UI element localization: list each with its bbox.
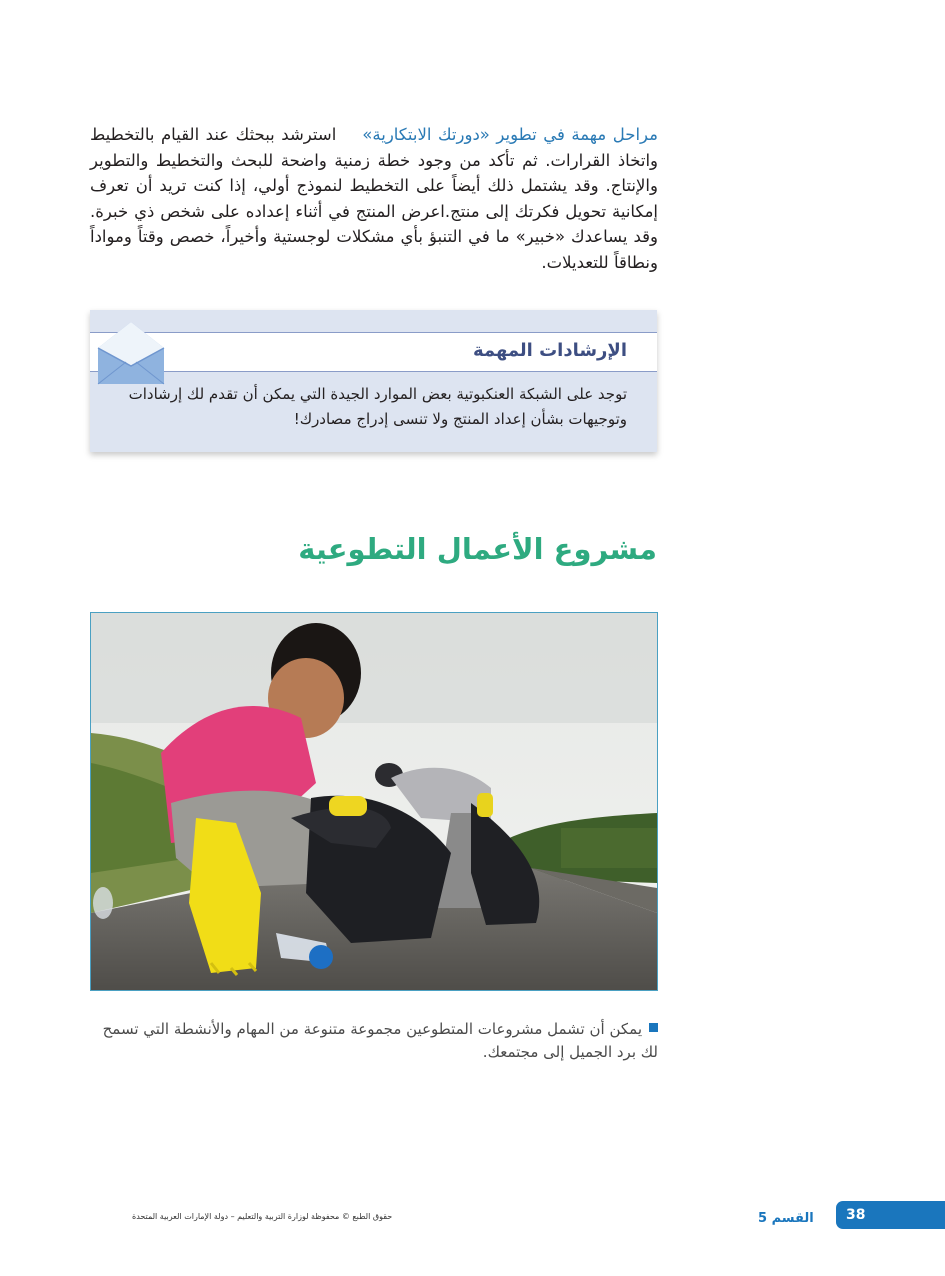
section-title: مشروع الأعمال التطوعية <box>298 532 657 566</box>
volunteers-cleaning-photo <box>90 612 658 991</box>
envelope-icon <box>96 320 166 386</box>
tip-body: توجد على الشبكة العنكبوتية بعض الموارد الجيدة التي يمكن أن تقدم لك إرشادات وتوجيهات بشأن إعداد المنتج ولا تنسى إدراج مصادرك! <box>128 385 627 428</box>
intro-highlight: مراحل مهمة في تطوير «دورتك الابتكارية» <box>362 125 658 144</box>
page-number: 38 <box>846 1207 866 1223</box>
caption-text: يمكن أن تشمل مشروعات المتطوعين مجموعة متنوعة من المهام والأنشطة التي تسمح لك برد الجميل إلى مجتمعك. <box>102 1020 658 1061</box>
intro-text: استرشد ببحثك عند القيام بالتخطيط واتخاذ القرارات. ثم تأكد من وجود خطة زمنية واضحة للبحث والتخطيط والتطوير والإنتاج. وقد يشتمل ذلك أيضاً على التخطيط لنموذج أولي، إذا كنت تريد أن تعرف إمكانية تحويل فكرتك إلى منتج.اعرض المنتج في أثناء إعداده على شخص ذي خبرة. وقد يساعدك «خبير» ما في التنبؤ بأي مشكلات لوجستية وأخيراً، خصص وقتاً ومواداً ونطاقاً للتعديلات. <box>90 125 658 272</box>
bullet-square-icon <box>649 1023 658 1032</box>
intro-paragraph <box>90 122 658 275</box>
photo-caption <box>90 1018 658 1064</box>
page-number-tab <box>836 1201 945 1229</box>
footer-copyright: حقوق الطبع © محفوظة لوزارة التربية والتعليم – دولة الإمارات العربية المتحدة <box>132 1212 393 1221</box>
tip-box <box>90 310 657 452</box>
tip-title-bar <box>90 332 657 372</box>
tip-title: الإرشادات المهمة <box>472 340 627 361</box>
footer-section-label: القسم 5 <box>758 1211 814 1226</box>
